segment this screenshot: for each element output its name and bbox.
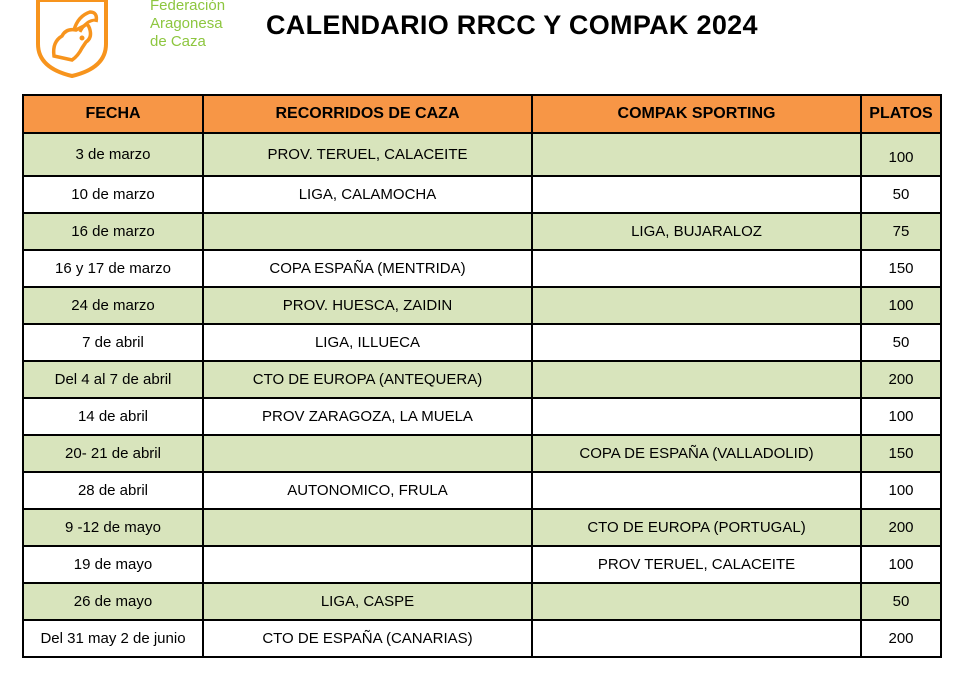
calendar-table <box>22 94 942 658</box>
cell-recorridos <box>203 435 532 472</box>
cell-compak <box>532 398 861 435</box>
cell-compak <box>532 324 861 361</box>
cell-recorridos <box>203 213 532 250</box>
cell-recorridos: PROV. HUESCA, ZAIDIN <box>203 287 532 324</box>
cell-fecha: 20- 21 de abril <box>23 435 203 472</box>
cell-platos: 100 <box>861 546 941 583</box>
cell-fecha: Del 31 may 2 de junio <box>23 620 203 657</box>
cell-compak <box>532 250 861 287</box>
table-header-row <box>23 95 941 133</box>
table-row <box>23 250 941 287</box>
cell-compak: PROV TERUEL, CALACEITE <box>532 546 861 583</box>
table-row <box>23 546 941 583</box>
cell-recorridos: CTO DE EUROPA (ANTEQUERA) <box>203 361 532 398</box>
cell-platos: 50 <box>861 583 941 620</box>
cell-compak <box>532 583 861 620</box>
cell-platos: 150 <box>861 435 941 472</box>
table-row <box>23 176 941 213</box>
cell-fecha: 28 de abril <box>23 472 203 509</box>
cell-platos: 50 <box>861 324 941 361</box>
org-name-line1: Federación <box>150 0 226 14</box>
cell-platos: 150 <box>861 250 941 287</box>
table-row <box>23 213 941 250</box>
table-row <box>23 583 941 620</box>
cell-fecha: 24 de marzo <box>23 287 203 324</box>
cell-fecha: 14 de abril <box>23 398 203 435</box>
cell-fecha: 16 de marzo <box>23 213 203 250</box>
table-row <box>23 287 941 324</box>
cell-compak <box>532 287 861 324</box>
cell-compak <box>532 472 861 509</box>
cell-platos: 100 <box>861 287 941 324</box>
header-compak: COMPAK SPORTING <box>532 95 861 133</box>
cell-recorridos: AUTONOMICO, FRULA <box>203 472 532 509</box>
cell-fecha: 19 de mayo <box>23 546 203 583</box>
cell-platos: 200 <box>861 361 941 398</box>
cell-platos: 100 <box>861 398 941 435</box>
cell-fecha: 7 de abril <box>23 324 203 361</box>
cell-recorridos <box>203 546 532 583</box>
cell-fecha: 26 de mayo <box>23 583 203 620</box>
cell-compak <box>532 176 861 213</box>
cell-recorridos: LIGA, CALAMOCHA <box>203 176 532 213</box>
table-row <box>23 509 941 546</box>
cell-compak: CTO DE EUROPA (PORTUGAL) <box>532 509 861 546</box>
table-row <box>23 620 941 657</box>
cell-recorridos: LIGA, ILLUECA <box>203 324 532 361</box>
org-name-line3: de Caza <box>150 33 206 50</box>
cell-platos: 200 <box>861 509 941 546</box>
cell-recorridos: COPA ESPAÑA (MENTRIDA) <box>203 250 532 287</box>
cell-fecha: 9 -12 de mayo <box>23 509 203 546</box>
cell-compak: COPA DE ESPAÑA (VALLADOLID) <box>532 435 861 472</box>
table-row <box>23 361 941 398</box>
table-row <box>23 435 941 472</box>
cell-recorridos: CTO DE ESPAÑA (CANARIAS) <box>203 620 532 657</box>
cell-platos: 75 <box>861 213 941 250</box>
org-name-line2: Aragonesa <box>150 15 223 32</box>
cell-fecha: 10 de marzo <box>23 176 203 213</box>
cell-recorridos: PROV ZARAGOZA, LA MUELA <box>203 398 532 435</box>
cell-platos: 100 <box>861 472 941 509</box>
table-row <box>23 133 941 176</box>
cell-platos: 200 <box>861 620 941 657</box>
cell-fecha: 16 y 17 de marzo <box>23 250 203 287</box>
cell-fecha: 3 de marzo <box>23 133 203 176</box>
cell-recorridos: LIGA, CASPE <box>203 583 532 620</box>
header-platos: PLATOS <box>861 95 941 133</box>
table-row <box>23 398 941 435</box>
cell-compak <box>532 133 861 176</box>
cell-recorridos: PROV. TERUEL, CALACEITE <box>203 133 532 176</box>
table-row <box>23 472 941 509</box>
cell-platos: 50 <box>861 176 941 213</box>
header-recorridos: RECORRIDOS DE CAZA <box>203 95 532 133</box>
header-fecha: FECHA <box>23 95 203 133</box>
organization-name <box>150 0 225 51</box>
cell-platos: 100 <box>861 133 941 176</box>
cell-compak: LIGA, BUJARALOZ <box>532 213 861 250</box>
cell-compak <box>532 620 861 657</box>
cell-fecha: Del 4 al 7 de abril <box>23 361 203 398</box>
cell-compak <box>532 361 861 398</box>
table-row <box>23 324 941 361</box>
federation-logo <box>32 0 226 80</box>
page-title: CALENDARIO RRCC Y COMPAK 2024 <box>266 10 758 40</box>
ibex-logo-icon <box>32 0 112 81</box>
cell-recorridos <box>203 509 532 546</box>
